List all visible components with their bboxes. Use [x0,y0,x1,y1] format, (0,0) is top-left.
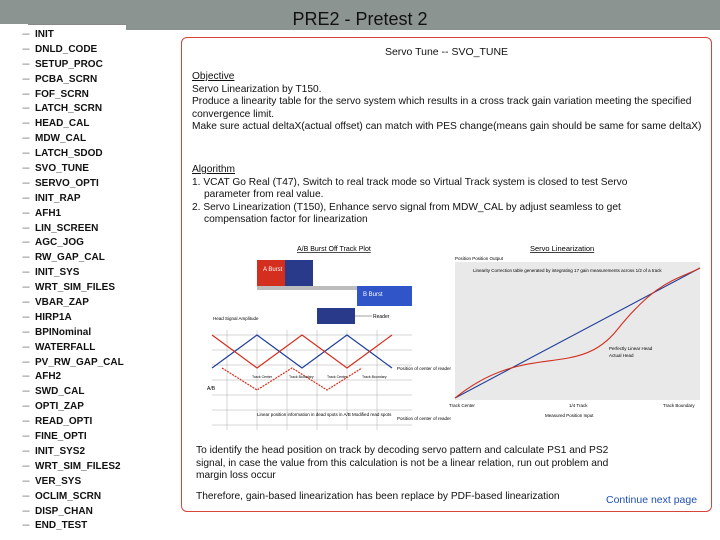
tree-connector-icon: --- [22,356,29,368]
sequence-item[interactable] [22,475,124,490]
tree-connector-icon: --- [22,177,29,189]
tree-connector-icon: --- [22,73,29,85]
axis-label: Track Boundary [289,375,314,379]
correction-note: Linearity Correction table generated by integrating 17 gain measurements across 1/2 of a track [473,268,662,273]
tree-connector-icon: --- [22,237,29,249]
sequence-item-label: SVO_TUNE [35,163,89,175]
sequence-item-label: OCLIM_SCRN [35,490,102,502]
tree-connector-icon: --- [22,222,29,234]
tree-connector-icon: --- [22,43,29,55]
sequence-item-label: SWD_CAL [35,386,85,398]
sequence-item-label: INIT_SYS2 [35,445,86,457]
axis-label: Track Center [252,375,273,379]
sequence-item-label: HIRP1A [35,311,72,323]
sequence-item-label: LATCH_SCRN [35,103,103,115]
sequence-item-label: WRT_SIM_FILES [35,282,116,294]
tree-connector-icon: --- [22,416,29,428]
sequence-item[interactable] [22,28,124,43]
sequence-item[interactable] [22,281,124,296]
sequence-item-label: FINE_OPTI [35,431,87,443]
tree-connector-icon: --- [22,445,29,457]
a-burst-label: A Burst [263,267,283,273]
b-burst-curve [212,335,392,368]
tree-connector-icon: --- [22,133,29,145]
sequence-item-label: VBAR_ZAP [35,297,89,309]
b-burst-label: B Burst [363,292,383,298]
sequence-item[interactable] [22,519,124,534]
sequence-item-label: LATCH_SDOD [35,148,103,160]
sequence-item-label: VER_SYS [35,475,82,487]
sequence-item-label: AFH1 [35,207,62,219]
y-axis-label: Position Position Output [455,256,504,261]
sequence-item-label: OPTI_ZAP [35,401,84,413]
sequence-item-label: SETUP_PROC [35,58,103,70]
tree-connector-icon: --- [22,401,29,413]
sequence-item[interactable] [22,177,124,192]
sequence-item-label: WRT_SIM_FILES2 [35,460,121,472]
tree-connector-icon: --- [22,192,29,204]
burst-plot-title: A/B Burst Off Track Plot [297,246,371,253]
tree-connector-icon: --- [22,282,29,294]
x-tick-label: 1/4 Track [569,403,588,408]
ab-label: A/B [207,386,216,392]
objective-heading: Objective [192,71,235,82]
sequence-item[interactable] [22,207,124,222]
sequence-item[interactable] [22,460,124,475]
algorithm-step: 2. Servo Linearization (T150), Enhance servo signal from MDW_CAL by adjust seamless to get [192,201,621,213]
sequence-item[interactable] [22,192,124,207]
a-burst-block [257,260,285,286]
test-sequence-sidebar [0,24,126,540]
sequence-item-label: INIT_SYS [35,267,80,279]
x-tick-label: Track Center [449,403,475,408]
sequence-item[interactable] [22,445,124,460]
objective-line: Produce a linearity table for the servo system which results in a cross track gain variation meeting the specified convergence limit. [192,96,692,120]
sequence-item[interactable] [22,490,124,505]
objective-section [192,71,702,134]
sequence-item[interactable] [22,102,124,117]
sequence-item-label: MDW_CAL [35,133,87,145]
algorithm-section [192,164,702,227]
tree-connector-icon: --- [22,29,29,40]
sequence-item-label: INIT [35,29,54,40]
tree-connector-icon: --- [22,490,29,502]
legend-entry: Perfectly Linear Head [609,346,653,351]
sequence-item-label: PCBA_SCRN [35,73,98,85]
sequence-item-label: SERVO_OPTI [35,177,99,189]
tree-connector-icon: --- [22,103,29,115]
sequence-item-label: DNLD_CODE [35,43,98,55]
tree-connector-icon: --- [22,118,29,130]
tree-connector-icon: --- [22,460,29,472]
sequence-item-label: INIT_RAP [35,192,81,204]
sequence-item[interactable] [22,236,124,251]
x-axis-label: Measured Position Input [545,413,594,418]
reader-block [317,308,355,324]
sequence-item[interactable] [22,43,124,58]
sequence-item[interactable] [22,266,124,281]
tree-connector-icon: --- [22,267,29,279]
sequence-item[interactable] [22,370,124,385]
tree-connector-icon: --- [22,371,29,383]
slide-title: PRE2 - Pretest 2 [292,9,428,29]
objective-line: Servo Linearization by T150. [192,83,322,95]
tree-connector-icon: --- [22,431,29,443]
servo-diagram-figure [197,240,702,438]
sequence-item[interactable] [22,132,124,147]
sequence-item-label: AGC_JOG [35,237,84,249]
sequence-item[interactable] [22,430,124,445]
conclusion-text: Therefore, gain-based linearization has been replace by PDF-based linearization [196,491,560,502]
test-sequence-list [22,28,124,534]
sequence-item[interactable] [22,385,124,400]
sequence-item[interactable] [22,356,124,371]
sequence-item-label: DISP_CHAN [35,505,93,517]
sequence-item[interactable] [22,222,124,237]
position-label: Position of center of reader [397,416,452,421]
sequence-item[interactable] [22,162,124,177]
tree-connector-icon: --- [22,311,29,323]
sequence-item[interactable] [22,415,124,430]
sequence-item[interactable] [22,296,124,311]
sequence-item-label: HEAD_CAL [35,118,90,130]
tree-connector-icon: --- [22,297,29,309]
sequence-item[interactable] [22,341,124,356]
sequence-item-label: WATERFALL [35,341,96,353]
reader-label: Reader [373,314,390,320]
sequence-item-label: END_TEST [35,520,88,532]
sequence-item-label: READ_OPTI [35,416,93,428]
algorithm-step: 1. VCAT Go Real (T47), Switch to real track mode so Virtual Track system is closed to test Servo [192,176,628,188]
legend-entry: Actual Head [609,353,634,358]
tree-connector-icon: --- [22,207,29,219]
sidebar-divider [28,24,126,25]
algorithm-step: compensation factor for linearization [204,214,368,225]
sequence-item-label: AFH2 [35,371,62,383]
tree-connector-icon: --- [22,505,29,517]
sequence-item[interactable] [22,505,124,520]
algorithm-step: parameter from real value. [204,189,324,200]
continue-next-page-link[interactable]: Continue next page [606,494,698,506]
panel-title: Servo Tune -- SVO_TUNE [384,46,509,58]
loss-note: Linear position information in dead spots in A/B Modified read spots [257,412,392,417]
tree-connector-icon: --- [22,326,29,338]
sequence-item-label: LIN_SCREEN [35,222,99,234]
tree-connector-icon: --- [22,475,29,487]
tree-connector-icon: --- [22,341,29,353]
objective-line: Make sure actual deltaX(actual offset) can match with PES change(means gain should be same for same deltaX) [192,121,702,132]
axis-label: Track Center [327,375,348,379]
sequence-item-label: BPINominal [35,326,92,338]
tree-connector-icon: --- [22,163,29,175]
tree-connector-icon: --- [22,252,29,264]
linearization-title: Servo Linearization [530,244,595,253]
tree-connector-icon: --- [22,88,29,100]
linearization-plot-area [455,262,700,400]
sequence-item[interactable] [22,58,124,73]
sequence-item-label: RW_GAP_CAL [35,252,105,264]
sequence-item-label: FOF_SCRN [35,88,89,100]
sequence-item[interactable] [22,251,124,266]
sequence-item[interactable] [22,400,124,415]
tree-connector-icon: --- [22,148,29,160]
tree-connector-icon: --- [22,58,29,70]
sequence-item[interactable] [22,147,124,162]
position-label: Position of center of reader [397,366,452,371]
x-tick-label: Track Boundary [663,403,695,408]
sequence-item[interactable] [22,88,124,103]
algorithm-heading: Algorithm [192,164,236,175]
sequence-item[interactable] [22,73,124,88]
sequence-item-label: PV_RW_GAP_CAL [35,356,124,368]
sequence-item[interactable] [22,311,124,326]
amplitude-label: Head Signal Amplitude [213,316,259,321]
sequence-item[interactable] [22,326,124,341]
explanation-text: To identify the head position on track by decoding servo pattern and calculate PS1 and PS2 signal, in case the value from this calculation is not be a linear relation, run out problem and margin loss occur [196,445,609,482]
tree-connector-icon: --- [22,386,29,398]
a-burst-shadow [285,260,313,286]
track-band [257,286,357,290]
axis-label: Track Boundary [362,375,387,379]
ab-difference-curve [222,368,362,390]
tree-connector-icon: --- [22,520,29,532]
sequence-item[interactable] [22,117,124,132]
a-burst-curve [212,335,392,368]
